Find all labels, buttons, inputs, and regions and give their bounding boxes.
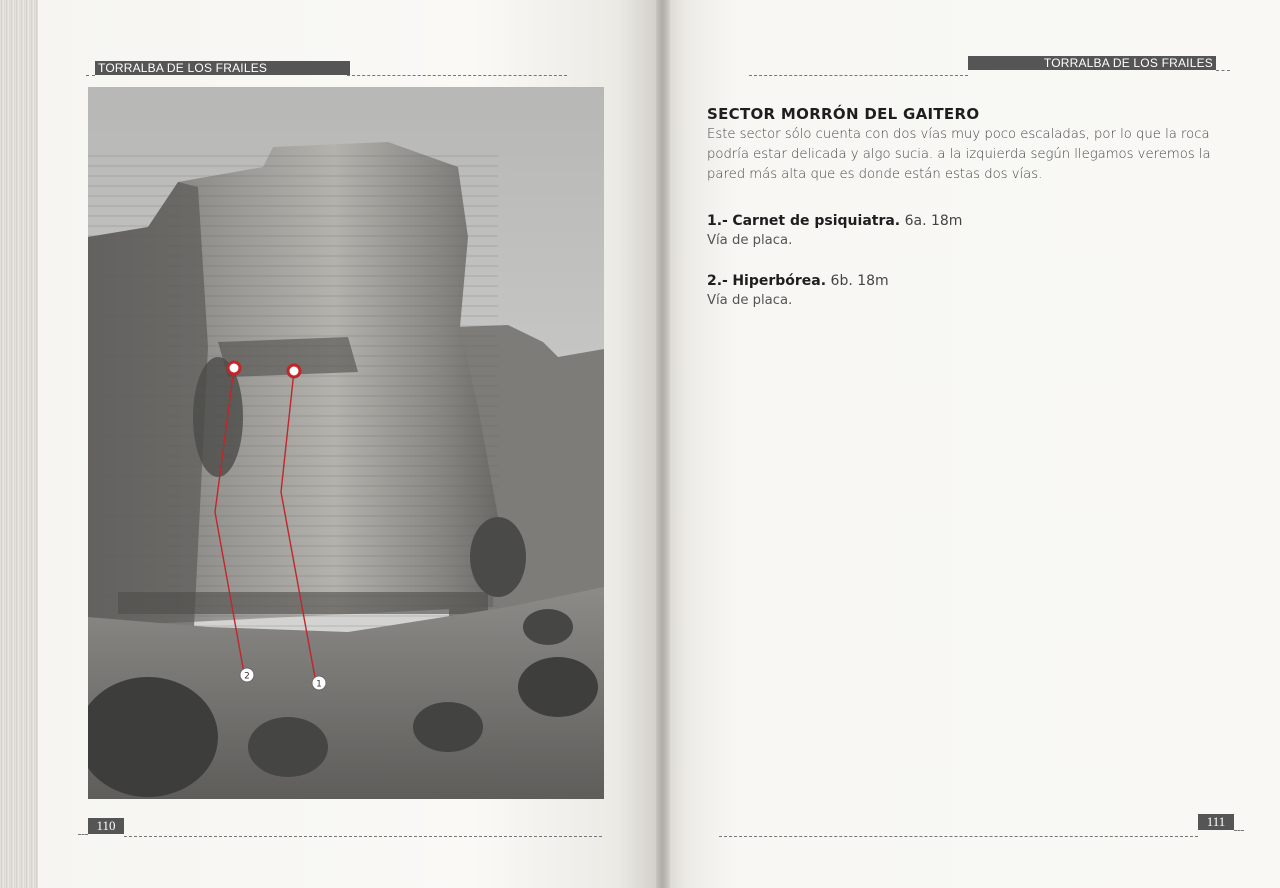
anchor-route-2	[228, 362, 240, 374]
right-running-header: TORRALBA DE LOS FRAILES	[968, 56, 1216, 70]
cliff-topo-photo	[88, 87, 604, 799]
topo-svg	[88, 87, 604, 799]
route-item	[707, 211, 1227, 251]
page-number-left: 110	[88, 818, 124, 834]
left-flank-shadow	[88, 182, 208, 647]
route-heading	[707, 211, 1227, 231]
footer-dash-right	[719, 836, 1198, 837]
route-style: Vía de placa.	[707, 293, 793, 308]
sector-content	[707, 105, 1227, 311]
route-name: Carnet de psiquiatra.	[732, 213, 901, 229]
route-number: 1.-	[707, 213, 728, 229]
sector-title: SECTOR MORRÓN DEL GAITERO	[707, 105, 980, 123]
page-number-right: 111	[1198, 814, 1234, 830]
route-start-label-2: 2	[244, 671, 250, 682]
bush-6	[470, 517, 526, 597]
bush-3	[413, 702, 483, 752]
header-dash-left	[347, 75, 567, 76]
route-name: Hiperbórea.	[732, 273, 827, 289]
route-item	[707, 271, 1227, 311]
page-edges	[0, 0, 40, 888]
route-start-label-1: 1	[316, 679, 322, 690]
book-gutter	[656, 0, 670, 888]
route-heading	[707, 271, 1227, 291]
route-grade-length: 6a. 18m	[904, 213, 963, 229]
footer-dash-left-lead	[78, 834, 88, 835]
footer-dash-right-trail	[1234, 830, 1244, 831]
route-grade-length: 6b. 18m	[830, 273, 889, 289]
footer-dash-left	[124, 836, 602, 837]
header-dash-right-trail	[1216, 70, 1230, 71]
header-dash-right	[749, 75, 968, 76]
bush-5	[523, 609, 573, 645]
route-number: 2.-	[707, 273, 728, 289]
anchor-route-1	[288, 365, 300, 377]
sector-description: Este sector sólo cuenta con dos vías muy poco escaladas, por lo que la roca podría estar delicada y algo sucia. a la izquierda según llegamos veremos la pared más alta que es donde están estas dos vías.	[707, 127, 1211, 182]
bush-2	[248, 717, 328, 777]
header-dash-left-lead	[86, 75, 95, 76]
left-running-header: TORRALBA DE LOS FRAILES	[95, 61, 350, 75]
bush-4	[518, 657, 598, 717]
route-style: Vía de placa.	[707, 233, 793, 248]
